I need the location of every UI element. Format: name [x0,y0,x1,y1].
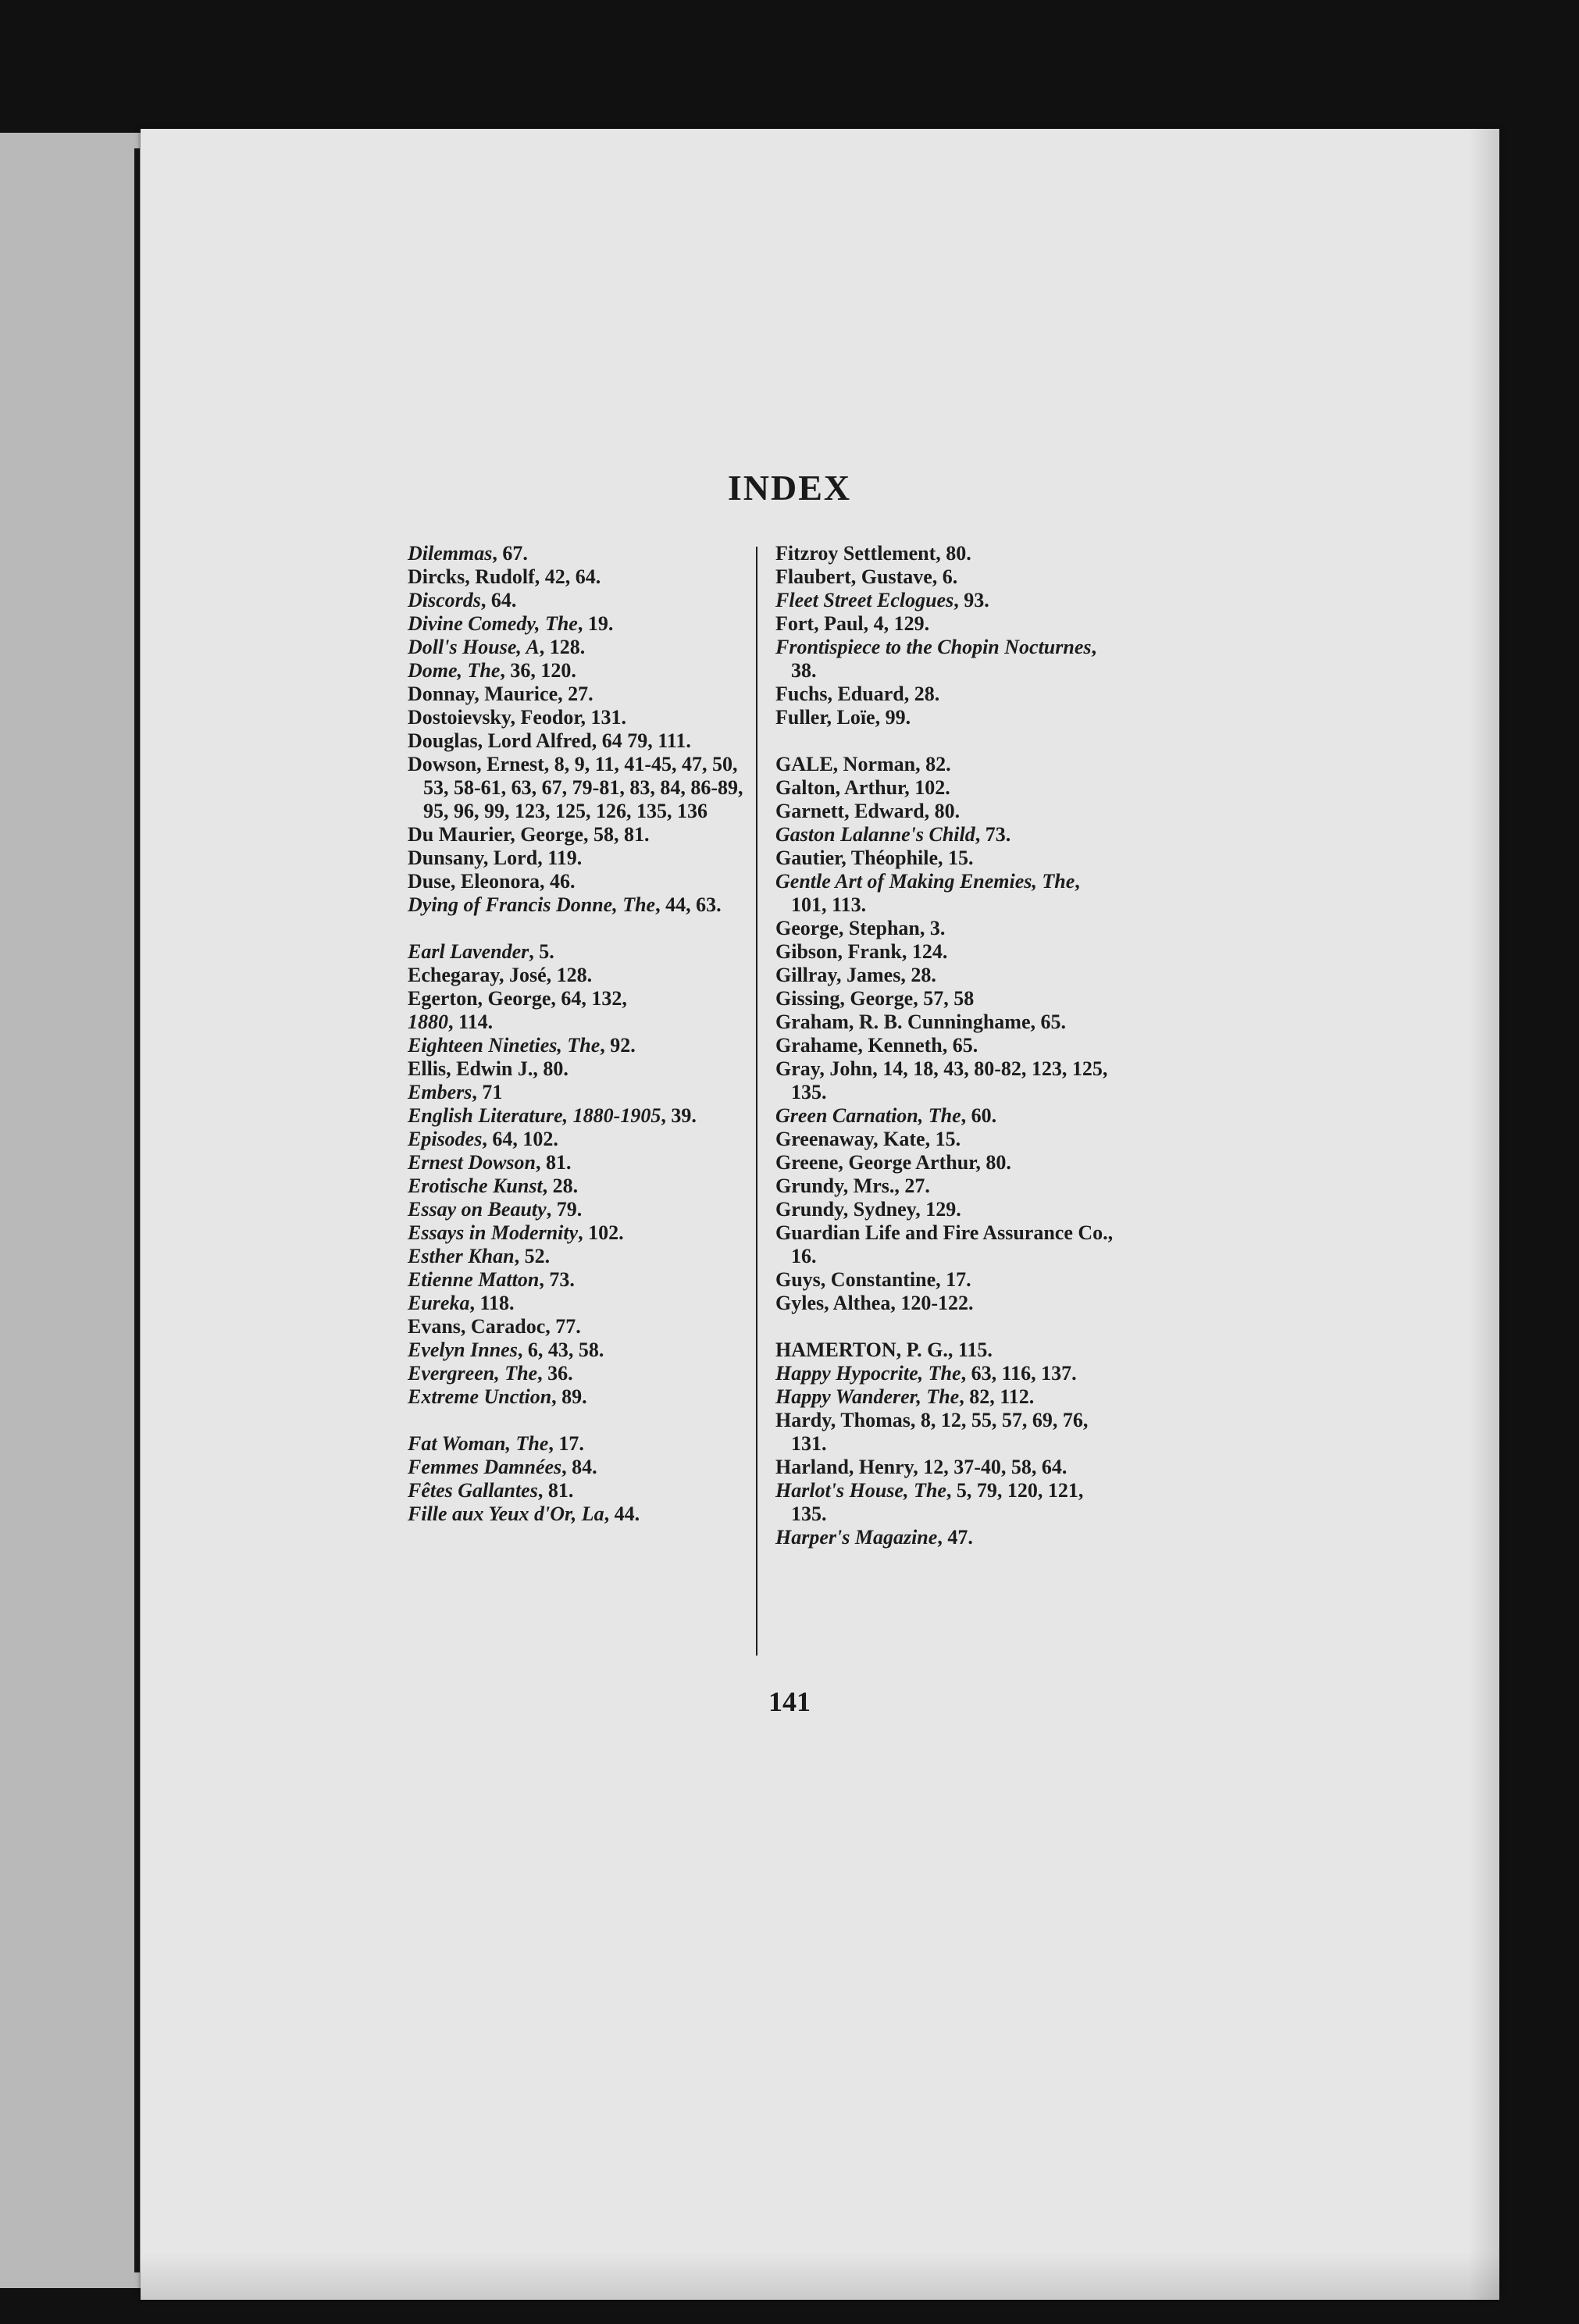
index-entry-title: Doll's House, A [408,636,540,658]
index-entry [408,1034,751,1057]
index-left-column [408,542,751,1526]
index-entry [408,1456,751,1479]
index-entry [408,1338,751,1362]
index-entry [775,964,1119,987]
index-entry-title: Episodes [408,1128,483,1150]
index-entry-title: Evelyn Innes [408,1338,518,1361]
index-entry-pages: , 80. [924,800,961,822]
index-entry-title: Dunsany, Lord [408,847,538,869]
index-entry-pages: , 8, 9, 11, 41-45, 47, 50, 53, 58-61, 63, 67, 79-81, 83, 84, 86-89, 95, 96, 99, 123, 125, 126, 135, 136 [423,753,743,822]
index-entry-pages: , 39. [661,1104,697,1127]
index-entry-pages: , 5, 79, 120, 121, 135. [791,1479,1084,1525]
index-entry-title: Fêtes Gallantes [408,1479,538,1502]
index-entry [408,1104,751,1128]
index-entry [775,1151,1119,1174]
index-entry-title: Greenaway, Kate [775,1128,925,1150]
index-entry-title: Discords [408,589,481,611]
index-entry-pages: , 46. [540,870,576,893]
index-entry-title: Gentle Art of Making Enemies, The [775,870,1075,893]
index-entry-title: Grundy, Mrs. [775,1174,895,1197]
index-entry-title: 1880 [408,1011,448,1033]
index-entry [408,1245,751,1268]
index-entry [775,917,1119,940]
index-entry-pages: , 28. [542,1174,579,1197]
index-entry [775,847,1119,870]
index-entry-pages: , 71 [472,1081,503,1103]
index-entry-title: Erotische Kunst [408,1174,543,1197]
index-entry-pages: , 44. [604,1502,640,1525]
index-entry-pages: , 57, 58 [913,987,975,1010]
index-entry-pages: , 8, 12, 55, 57, 69, 76, 131. [791,1409,1089,1455]
index-entry [775,1128,1119,1151]
index-entry-title: Dowson, Ernest [408,753,544,775]
index-entry [775,542,1119,565]
column-divider [756,547,757,1656]
index-entry-title: Du Maurier, George [408,823,584,846]
index-entry [775,1011,1119,1034]
index-entry-pages: , 47. [937,1526,973,1549]
index-entry-pages: , 118. [469,1292,515,1314]
index-entry-title: Fat Woman, The [408,1432,549,1455]
index-entry-pages: , 65. [1030,1011,1066,1033]
index-entry-title: Fuchs, Eduard [775,683,904,705]
index-entry [408,823,751,847]
index-entry-title: Guys, Constantine [775,1268,936,1291]
index-entry-pages: , 82, 112. [959,1385,1035,1408]
index-entry [408,1268,751,1292]
index-entry [775,612,1119,636]
index-entry [775,940,1119,964]
index-entry-title: Ellis, Edwin J. [408,1057,533,1080]
index-entry [408,1174,751,1198]
index-entry [408,1362,751,1385]
index-entry [408,987,751,1011]
index-entry-pages: , 19. [577,612,614,635]
index-entry [408,847,751,870]
index-entry-title: Dilemmas [408,542,493,565]
index-title: INDEX [727,468,852,508]
index-entry-title: Esther Khan [408,1245,515,1267]
index-entry [408,1385,751,1409]
index-entry-title: Egerton, George [408,987,551,1010]
index-entry [775,1385,1119,1409]
index-entry-pages: , 102. [578,1221,624,1244]
index-entry-pages: , 81. [536,1151,572,1174]
index-entry-title: HAMERTON, P. G. [775,1338,948,1361]
index-entry-pages: , 73. [539,1268,575,1291]
index-entry-pages: , 92. [600,1034,636,1057]
index-entry-title: Happy Hypocrite, The [775,1362,961,1385]
index-entry-pages: , 115. [947,1338,993,1361]
index-entry-pages: , 64. [480,589,517,611]
index-entry [408,893,751,917]
index-entry [775,683,1119,706]
index-entry [408,1502,751,1526]
index-entry-pages: , 80. [975,1151,1011,1174]
index-entry-title: Evergreen, The [408,1362,538,1385]
index-entry-pages: , 129. [915,1198,961,1221]
index-entry-title: Green Carnation, The [775,1104,961,1127]
index-entry-pages: , 128. [546,964,593,986]
index-entry-pages: , 80. [936,542,971,565]
index-entry-title: Harlot's House, The [775,1479,946,1502]
index-entry-pages: , 38. [791,636,1096,682]
index-entry-title: Donnay, Maurice [408,683,558,705]
index-entry-pages: , 28. [904,683,940,705]
index-entry-title: Femmes Damnées [408,1456,562,1478]
index-entry-title: English Literature, 1880-1905 [408,1104,661,1127]
index-entry [408,1151,751,1174]
index-entry [408,706,751,729]
index-entry-title: Essay on Beauty [408,1198,547,1221]
index-entry [408,870,751,893]
index-entry-pages: , 5. [529,940,554,963]
index-entry-title: Grundy, Sydney [775,1198,916,1221]
index-entry-pages: , 12, 37-40, 58, 64. [913,1456,1068,1478]
index-entry-pages: , 120-122. [890,1292,974,1314]
index-entry-title: Eureka [408,1292,470,1314]
index-entry [408,612,751,636]
index-entry-pages: , 42, 64. [534,565,601,588]
index-entry-pages: , 81. [537,1479,574,1502]
index-entry-title: Dostoievsky, Feodor [408,706,581,729]
index-entry [408,1432,751,1456]
index-entry-pages: , 64 79, 111. [591,729,691,752]
index-entry-title: Gautier, Théophile [775,847,939,869]
index-entry-title: Extreme Unction [408,1385,552,1408]
index-entry [408,940,751,964]
index-entry [408,1479,751,1502]
index-entry-pages: , 58, 81. [583,823,650,846]
index-entry-title: Gissing, George [775,987,914,1010]
index-entry-title: Dying of Francis Donne, The [408,893,656,916]
index-entry-pages: , 128. [539,636,586,658]
index-entry-pages: , 6, 43, 58. [517,1338,604,1361]
index-entry-pages: , 124. [901,940,948,963]
index-entry-title: Gray, John [775,1057,873,1080]
index-entry-pages: , 36, 120. [500,659,576,682]
index-entry [775,589,1119,612]
previous-page-edge [0,133,141,2288]
index-entry [775,1198,1119,1221]
index-entry-pages: , 15. [938,847,974,869]
index-entry [408,589,751,612]
index-entry-pages: , 27. [894,1174,930,1197]
index-entry-pages: , 16. [791,1221,1114,1267]
index-entry [775,800,1119,823]
index-entry-title: Fuller, Loïe [775,706,875,729]
index-entry-title: Dome, The [408,659,501,682]
index-entry-pages: , 131. [580,706,626,729]
index-entry [775,1456,1119,1479]
index-entry-title: Divine Comedy, The [408,612,578,635]
index-entry-title: Hardy, Thomas [775,1409,911,1431]
index-entry-title: Fleet Street Eclogues [775,589,954,611]
page-shadow [1468,129,1499,2300]
index-entry-title: Fitzroy Settlement [775,542,936,565]
index-entry-pages: , 44, 63. [655,893,722,916]
index-entry-pages: , 114. [448,1011,494,1033]
index-entry-title: Etienne Matton [408,1268,540,1291]
index-entry-title: George, Stephan [775,917,920,939]
index-entry-title: Graham, R. B. Cunninghame [775,1011,1031,1033]
index-entry-title: Evans, Caradoc [408,1315,546,1338]
index-entry-title: Happy Wanderer, The [775,1385,960,1408]
index-entry-title: Ernest Dowson [408,1151,536,1174]
index-entry [408,964,751,987]
index-entry [775,870,1119,917]
index-entry-pages: , 63, 116, 137. [961,1362,1077,1385]
index-entry-pages: , 65. [942,1034,978,1057]
index-entry [408,1292,751,1315]
index-entry [408,1221,751,1245]
index-entry-pages: , 52. [514,1245,551,1267]
index-entry-pages: , 89. [551,1385,587,1408]
index-entry-pages: , 84. [561,1456,597,1478]
index-entry [775,1409,1119,1456]
index-entry-pages: , 14, 18, 43, 80-82, 123, 125, 135. [791,1057,1108,1103]
index-entry-pages: , 67. [492,542,528,565]
index-entry-title: Duse, Eleonora [408,870,540,893]
index-entry-pages: , 101, 113. [791,870,1080,916]
index-entry-pages: , 28. [900,964,936,986]
index-entry [408,683,751,706]
page-number: 141 [768,1686,811,1717]
index-entry-pages: , 27. [558,683,593,705]
index-entry [408,542,751,565]
index-entry [775,776,1119,800]
index-entry [775,823,1119,847]
index-entry [775,1268,1119,1292]
index-entry [408,729,751,753]
index-entry [775,1338,1119,1362]
index-entry [408,565,751,589]
index-entry [775,1526,1119,1549]
index-entry [775,1479,1119,1526]
index-entry-pages: , 102. [904,776,950,799]
index-entry-title: Flaubert, Gustave [775,565,932,588]
index-entry [775,636,1119,683]
index-entry [775,1221,1119,1268]
index-entry-title: Gyles, Althea [775,1292,891,1314]
index-entry-title: Embers [408,1081,472,1103]
index-entry-title: Earl Lavender [408,940,529,963]
index-entry [775,1034,1119,1057]
index-entry [775,1362,1119,1385]
index-entry-pages: , 64, 132, [551,987,627,1010]
index-entry-title: Frontispiece to the Chopin Nocturnes [775,636,1092,658]
index-entry-pages: , 3. [919,917,946,939]
index-entry-pages: , 93. [953,589,989,611]
index-entry-pages: , 36. [537,1362,573,1385]
index-entry-title: Fort, Paul [775,612,864,635]
index-entry [775,753,1119,776]
index-entry [775,565,1119,589]
index-entry-pages: , 77. [545,1315,581,1338]
index-entry-pages: , 79. [546,1198,583,1221]
index-entry-title: Garnett, Edward [775,800,925,822]
index-entry [408,1057,751,1081]
index-entry-pages: , 4, 129. [863,612,930,635]
index-entry-title: Gillray, James [775,964,901,986]
index-entry [408,659,751,683]
index-entry-pages: , 73. [975,823,1011,846]
index-entry-title: Douglas, Lord Alfred [408,729,592,752]
index-entry-pages: , 99. [875,706,911,729]
index-entry-title: Guardian Life and Fire Assurance Co. [775,1221,1108,1244]
index-entry [408,1198,751,1221]
index-entry [775,706,1119,729]
index-entry [408,1128,751,1151]
index-entry [775,1057,1119,1104]
index-entry [775,1104,1119,1128]
index-entry-title: Galton, Arthur [775,776,905,799]
index-entry-title: Gaston Lalanne's Child [775,823,975,846]
index-entry [775,987,1119,1011]
index-entry [408,1315,751,1338]
index-entry-pages: , 17. [548,1432,584,1455]
index-entry-pages: , 64, 102. [482,1128,558,1150]
index-entry-title: Eighteen Nineties, The [408,1034,601,1057]
index-entry-pages: , 60. [961,1104,997,1127]
index-entry-title: Harland, Henry [775,1456,914,1478]
index-entry [408,1081,751,1104]
index-entry [408,1011,751,1034]
index-entry-pages: , 17. [936,1268,971,1291]
index-entry [408,753,751,823]
index-entry-title: Greene, George Arthur [775,1151,976,1174]
index-entry-title: Grahame, Kenneth [775,1034,943,1057]
index-entry-pages: , 82. [915,753,951,775]
index-entry-pages: , 119. [537,847,583,869]
index-entry-title: Echegaray, José [408,964,547,986]
index-entry-pages: , 80. [533,1057,569,1080]
index-entry [775,1174,1119,1198]
page-bottom-shadow [141,2253,1499,2300]
index-entry-title: Dircks, Rudolf [408,565,535,588]
index-entry-pages: , 6. [932,565,958,588]
index-entry-title: Essays in Modernity [408,1221,579,1244]
index-entry [775,1292,1119,1315]
index-entry-title: Harper's Magazine [775,1526,938,1549]
index-entry-title: Gibson, Frank [775,940,902,963]
index-right-column [775,542,1119,1549]
index-entry-title: Fille aux Yeux d'Or, La [408,1502,604,1525]
index-entry-title: GALE, Norman [775,753,916,775]
index-entry [408,636,751,659]
index-entry-pages: , 15. [925,1128,961,1150]
